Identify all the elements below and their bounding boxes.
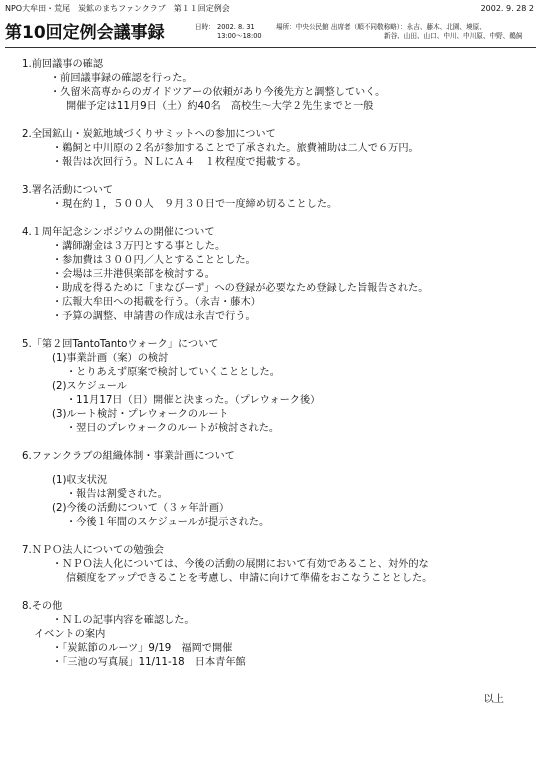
title-row — [5, 21, 536, 49]
title-divider — [5, 47, 536, 48]
section-heading: 4.１周年記念シンポジウムの開催について — [22, 227, 215, 238]
time-value: 13:00～18:00 — [217, 32, 262, 40]
section-item: 開催予定は11月9日（土）約40名 高校生～大学２先生までと一般 — [66, 101, 374, 112]
section-6 — [22, 450, 528, 530]
venue-value: 中央公民館 出席者（順不同敬称略）：永吉、藤木、北園、境原、 — [295, 23, 486, 31]
section-heading: 7.ＮＰＯ法人についての勉強会 — [22, 545, 164, 556]
section-item: ・報告は割愛された。 — [66, 489, 168, 500]
section-item: ・会場は三井港倶楽部を検討する。 — [52, 269, 215, 280]
section-item: 信頼度をアップできることを考慮し、申請に向けて準備をおこなうこととした。 — [66, 573, 433, 584]
section-2 — [22, 128, 528, 170]
closing-mark: 以上 — [483, 694, 504, 705]
organization-line: NPO大牟田・荒尾 炭鉱のまちファンクラブ 第１１回定例会 — [5, 4, 230, 13]
section-item: ・広報大牟田への掲載を行う。（永吉・藤木） — [52, 297, 261, 308]
section-1 — [22, 58, 528, 114]
section-5 — [22, 338, 528, 436]
venue-label: 場所： — [276, 23, 296, 31]
section-7 — [22, 544, 528, 586]
document-date: 2002. 9. 28 2 — [480, 4, 534, 13]
section-item: (3)ルート検討・プレウォークのルート — [52, 409, 229, 420]
section-item: ・とりあえず原案で検討していくこととした。 — [66, 367, 280, 378]
section-item: ・助成を得るために「まなびーず」への登録が必要なため登録した旨報告された。 — [52, 283, 429, 294]
section-heading: 3.署名活動について — [22, 185, 114, 196]
section-item: (2)今後の活動について（３ヶ年計画） — [52, 503, 230, 514]
page-title: 第10回定例会議事録 — [5, 23, 165, 43]
section-item: ・翌日のプレウォークのルートが検討された。 — [66, 423, 280, 434]
venue-attendees — [276, 23, 522, 41]
section-item: ・報告は次回行う。ＮＬにＡ４ １枚程度で掲載する。 — [52, 157, 307, 168]
section-item: イベントの案内 — [34, 629, 106, 640]
header-strip — [5, 3, 534, 15]
section-item: ・11月17日（日）開催と決まった。（プレウォーク後） — [66, 395, 321, 406]
section-item: ・久留米高専からのガイドツアーの依頼があり今後先方と調整していく。 — [50, 87, 386, 98]
attendees-line2: 新谷、山田、山口、中川、中川原、中野、鵜飼 — [384, 32, 523, 40]
section-item: ・ＮＬの記事内容を確認した。 — [52, 615, 195, 626]
section-4 — [22, 226, 528, 324]
section-8 — [22, 600, 528, 670]
section-heading: 2.全国鉱山・炭鉱地域づくりサミットへの参加について — [22, 129, 276, 140]
section-item: ・講師謝金は３万円とする事とした。 — [52, 241, 226, 252]
section-heading: 1.前回議事の確認 — [22, 59, 104, 70]
section-item: ・今後１年間のスケジュールが提示された。 — [66, 517, 270, 528]
section-item: ・予算の調整、申請書の作成は永吉で行う。 — [52, 311, 256, 322]
date-label: 日時： — [195, 23, 215, 31]
section-item — [22, 464, 528, 474]
section-item: ・前回議事録の確認を行った。 — [50, 73, 193, 84]
section-item: ・鵜飼と中川原の２名が参加することで了承された。旅費補助は二人で６万円。 — [52, 143, 419, 154]
section-item: ・「炭鉱節のルーツ」9/19 福岡で開催 — [52, 643, 233, 654]
section-item: (1)事業計画（案）の検討 — [52, 353, 169, 364]
section-heading: 6.ファンクラブの組織体制・事業計画について — [22, 451, 235, 462]
meeting-datetime — [195, 23, 262, 41]
section-item: ・参加費は３００円／人とすることとした。 — [52, 255, 256, 266]
minutes-body — [22, 58, 528, 684]
section-item: ・ＮＰＯ法人化については、今後の活動の展開において有効であること、対外的な — [52, 559, 429, 570]
section-heading: 8.その他 — [22, 601, 63, 612]
section-item: ・現在約１，５００人 ９月３０日で一度締め切ることした。 — [52, 199, 338, 210]
section-heading: 5.「第２回TantoTantoウォーク」について — [22, 339, 219, 350]
section-item: (2)スケジュール — [52, 381, 127, 392]
section-3 — [22, 184, 528, 212]
section-item: (1)収支状況 — [52, 475, 108, 486]
date-value: 2002. 8. 31 — [217, 23, 255, 31]
section-item: ・「三池の写真展」11/11-18 日本青年館 — [52, 657, 246, 668]
